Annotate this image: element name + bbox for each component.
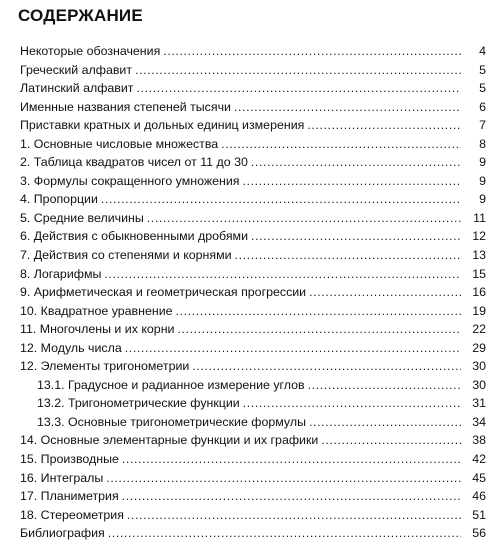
- toc-entry-page-number: 5: [479, 62, 486, 77]
- toc-entry-page-number: 45: [472, 470, 486, 485]
- toc-entry-label: 8. Логарифмы: [20, 266, 102, 281]
- toc-entry[interactable]: [20, 153, 486, 172]
- toc-entry-label: 3. Формулы сокращенного умножения: [20, 173, 240, 188]
- toc-leader-dots: [243, 172, 462, 191]
- toc-entry[interactable]: [20, 246, 486, 265]
- toc-leader-dots: [125, 339, 461, 358]
- toc-leader-dots: [192, 357, 461, 376]
- toc-entry-label: 11. Многочлены и их корни: [20, 322, 175, 337]
- toc-entry-label: 5. Средние величины: [20, 210, 144, 225]
- toc-entry[interactable]: [20, 320, 486, 339]
- toc-entry[interactable]: [20, 265, 486, 284]
- toc-leader-dots: [147, 209, 461, 228]
- toc-entry[interactable]: [20, 506, 486, 525]
- toc-leader-dots: [177, 320, 461, 339]
- toc-entry-label: Некоторые обозначения: [20, 44, 161, 58]
- toc-entry[interactable]: [20, 190, 486, 209]
- toc-entry[interactable]: [20, 376, 486, 395]
- toc-leader-dots: [251, 153, 461, 172]
- toc-entry[interactable]: [20, 394, 486, 413]
- toc-entry-label: 1. Основные числовые множества: [20, 136, 219, 151]
- toc-leader-dots: [243, 394, 461, 413]
- toc-entry-label: 17. Планиметрия: [20, 489, 119, 504]
- toc-entry[interactable]: [20, 524, 486, 543]
- toc-entry-page-number: 30: [472, 377, 486, 392]
- toc-leader-dots: [122, 487, 461, 506]
- toc-entry[interactable]: [20, 339, 486, 358]
- toc-leader-dots: [321, 431, 461, 450]
- toc-entry-page-number: 34: [472, 414, 486, 429]
- toc-entry-label: 18. Стереометрия: [20, 507, 124, 522]
- toc-entry[interactable]: [20, 172, 486, 191]
- toc-leader-dots: [163, 42, 461, 61]
- toc-leader-dots: [136, 79, 461, 98]
- toc-entry[interactable]: [20, 431, 486, 450]
- page-title: СОДЕРЖАНИЕ: [18, 6, 143, 25]
- toc-entry-label: 13.1. Градусное и радианное измерение углов: [37, 377, 305, 392]
- toc-leader-dots: [106, 469, 461, 488]
- toc-entry-label: Приставки кратных и дольных единиц измерения: [20, 118, 305, 133]
- toc-entry-label: 15. Производные: [20, 452, 119, 467]
- toc-leader-dots: [251, 227, 461, 246]
- toc-entry[interactable]: [20, 135, 486, 154]
- toc-leader-dots: [101, 190, 461, 209]
- toc-entry-label: 16. Интегралы: [20, 470, 104, 485]
- toc-entry[interactable]: [20, 227, 486, 246]
- toc-leader-dots: [234, 98, 461, 117]
- toc-entry-label: 2. Таблица квадратов чисел от 11 до 30: [20, 155, 248, 170]
- toc-leader-dots: [307, 116, 461, 135]
- toc-entry[interactable]: [20, 487, 486, 506]
- toc-entry-page-number: 38: [472, 433, 486, 448]
- toc-entry[interactable]: [20, 116, 486, 135]
- toc-entry[interactable]: [20, 450, 486, 469]
- toc-entry-label: 7. Действия со степенями и корнями: [20, 248, 232, 263]
- toc-entry-page-number: 51: [472, 507, 486, 522]
- toc-leader-dots: [176, 302, 461, 321]
- toc-leader-dots: [221, 135, 461, 154]
- table-of-contents: [20, 42, 486, 543]
- toc-entry[interactable]: [20, 79, 486, 98]
- toc-entry-label: 10. Квадратное уравнение: [20, 303, 173, 318]
- toc-leader-dots: [135, 61, 461, 80]
- toc-entry-page-number: 11: [473, 210, 486, 225]
- toc-entry-label: 9. Арифметическая и геометрическая прогрессии: [20, 285, 307, 300]
- toc-leader-dots: [127, 506, 461, 525]
- toc-entry-page-number: 29: [472, 340, 486, 355]
- toc-leader-dots: [309, 413, 461, 432]
- toc-leader-dots: [235, 246, 461, 265]
- toc-entry-page-number: 9: [479, 155, 486, 170]
- toc-entry-page-number: 22: [472, 322, 486, 337]
- toc-entry-page-number: 16: [472, 285, 486, 300]
- toc-entry-label: Именные названия степеней тысячи: [20, 99, 231, 114]
- toc-entry-page-number: 19: [472, 303, 486, 318]
- toc-entry-page-number: 30: [472, 359, 486, 374]
- toc-entry[interactable]: [20, 413, 486, 432]
- toc-entry-page-number: 12: [472, 229, 486, 244]
- toc-entry-label: Греческий алфавит: [20, 62, 133, 77]
- toc-entry[interactable]: [20, 469, 486, 488]
- toc-entry-page-number: 9: [479, 192, 486, 207]
- toc-entry-label: 12. Модуль числа: [20, 340, 122, 355]
- toc-entry-page-number: 46: [472, 489, 486, 504]
- toc-entry-page-number: 15: [472, 266, 486, 281]
- toc-entry-page-number: 13: [472, 248, 486, 263]
- toc-entry-page-number: 42: [472, 452, 486, 467]
- toc-entry-label: 13.3. Основные тригонометрические формулы: [37, 414, 306, 429]
- toc-entry-label: 12. Элементы тригонометрии: [20, 359, 190, 374]
- toc-entry[interactable]: [20, 61, 486, 80]
- toc-entry[interactable]: [20, 98, 486, 117]
- toc-entry[interactable]: [20, 302, 486, 321]
- toc-leader-dots: [104, 265, 461, 284]
- toc-leader-dots: [308, 376, 461, 395]
- toc-entry-page-number: 5: [479, 81, 486, 96]
- toc-entry-label: 6. Действия с обыкновенными дробями: [20, 229, 248, 244]
- toc-entry-page-number: 4: [479, 44, 486, 58]
- toc-entry-page-number: 7: [479, 118, 486, 133]
- toc-entry[interactable]: [20, 42, 486, 61]
- toc-entry[interactable]: [20, 283, 486, 302]
- toc-leader-dots: [108, 524, 461, 543]
- toc-entry-label: Латинский алфавит: [20, 81, 134, 96]
- toc-entry-label: Библиография: [20, 526, 105, 541]
- toc-entry-page-number: 9: [479, 173, 486, 188]
- toc-entry-label: 14. Основные элементарные функции и их графики: [20, 433, 319, 448]
- toc-entry-page-number: 8: [479, 136, 486, 151]
- toc-entry-page-number: 6: [479, 99, 486, 114]
- toc-entry-page-number: 31: [472, 396, 486, 411]
- toc-entry-page-number: 56: [472, 526, 486, 541]
- toc-entry[interactable]: [20, 357, 486, 376]
- toc-leader-dots: [309, 283, 461, 302]
- toc-entry[interactable]: [20, 209, 486, 228]
- toc-leader-dots: [122, 450, 461, 469]
- toc-entry-label: 13.2. Тригонометрические функции: [37, 396, 240, 411]
- toc-entry-label: 4. Пропорции: [20, 192, 98, 207]
